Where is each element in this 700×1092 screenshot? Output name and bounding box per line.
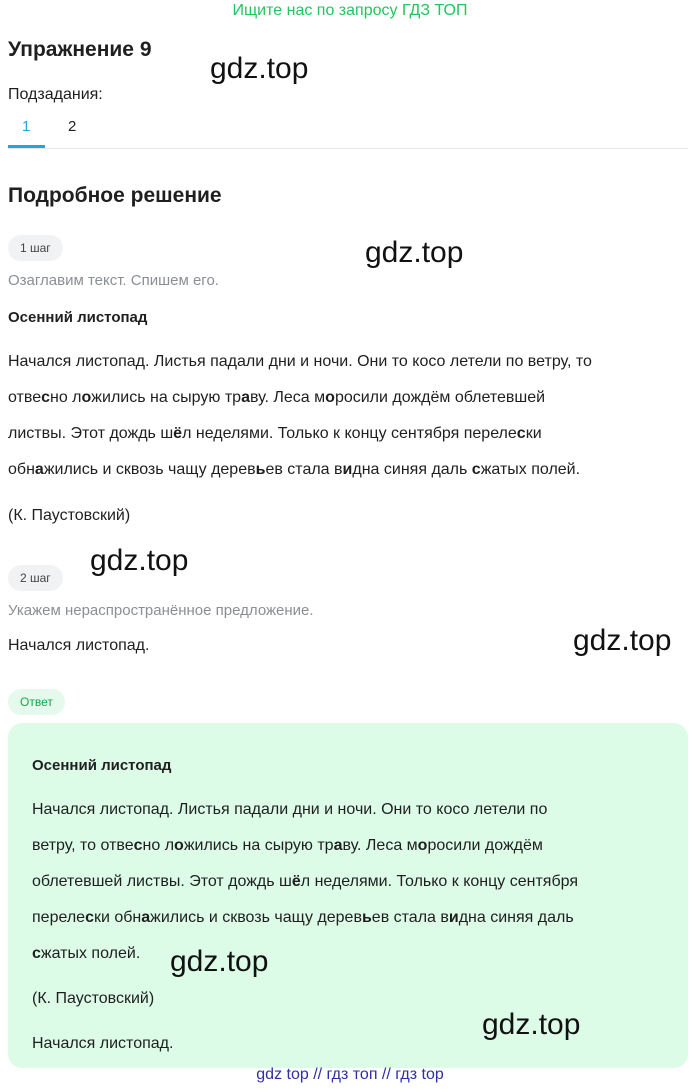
text-segment: росили дождём — [427, 837, 543, 854]
highlighted-letter: а — [34, 461, 44, 478]
text-line — [32, 792, 672, 828]
text-segment: ки обн — [93, 909, 142, 926]
highlighted-letter: с — [516, 425, 526, 442]
highlighted-letter: и — [342, 461, 353, 478]
highlighted-letter: а — [333, 837, 343, 854]
highlighted-letter: а — [141, 909, 151, 926]
step-1-text — [8, 344, 692, 488]
text-segment: жились на сырую тр — [91, 389, 242, 406]
text-segment: Начался листопад. Листья падали дни и ночи. Они то косо летели по ветру, то — [8, 353, 592, 370]
text-segment: отве — [8, 389, 42, 406]
highlighted-letter: с — [32, 945, 41, 962]
text-segment: ев стала в — [371, 909, 449, 926]
step-1-author: (К. Паустовский) — [8, 507, 131, 524]
section-title: Подробное решение — [8, 184, 222, 207]
text-segment: ветру, то отве — [32, 837, 134, 854]
text-segment: л неделями. Только к концу сентября — [300, 873, 578, 890]
text-line — [8, 380, 692, 416]
text-segment: переле — [32, 909, 86, 926]
text-segment: дна синяя даль — [352, 461, 472, 478]
footer-text: gdz top // гдз топ // гдз top — [256, 1066, 444, 1083]
text-segment: обн — [8, 461, 35, 478]
answer-box — [8, 723, 688, 1068]
search-banner: Ищите нас по запросу ГДЗ ТОП — [232, 2, 468, 19]
highlighted-letter: о — [81, 389, 92, 406]
watermark: gdz.top — [365, 236, 464, 269]
step-2-sentence: Начался листопад. — [8, 637, 150, 654]
highlighted-letter: с — [471, 461, 481, 478]
text-segment: жились на сырую тр — [183, 837, 334, 854]
watermark: gdz.top — [170, 945, 269, 978]
tab-subtask-1[interactable]: 1 — [22, 118, 31, 135]
page-title: Упражнение 9 — [8, 38, 152, 61]
highlighted-letter: и — [448, 909, 459, 926]
text-line — [32, 900, 672, 936]
text-segment: жатых полей. — [40, 945, 141, 962]
text-segment: жатых полей. — [480, 461, 581, 478]
highlighted-letter: о — [174, 837, 184, 854]
subtasks-label: Подзадания: — [8, 86, 103, 103]
text-segment: л неделями. Только к концу сентября переле — [182, 425, 517, 442]
highlighted-letter: ь — [361, 909, 372, 926]
answer-text — [32, 792, 672, 972]
answer-badge: Ответ — [8, 689, 65, 715]
text-segment: облетевшей листвы. Этот дождь ш — [32, 873, 292, 890]
active-tab-indicator — [8, 145, 45, 148]
subtask-tabs — [8, 112, 688, 149]
highlighted-letter: а — [241, 389, 250, 406]
text-segment: но л — [50, 389, 82, 406]
text-segment: листвы. Этот дождь ш — [8, 425, 174, 442]
text-segment: жились и сквозь чащу дерев — [43, 461, 256, 478]
highlighted-letter: ь — [255, 461, 266, 478]
text-segment: жились и сквозь чащу дерев — [150, 909, 362, 926]
answer-sentence: Начался листопад. — [32, 1035, 174, 1052]
text-line — [8, 416, 692, 452]
watermark: gdz.top — [482, 1008, 581, 1041]
text-segment: ву. Леса м — [342, 837, 418, 854]
text-segment: росили дождём облетевшей — [334, 389, 546, 406]
step-1-badge: 1 шаг — [8, 235, 63, 261]
tab-subtask-2[interactable]: 2 — [68, 118, 77, 135]
text-segment: Начался листопад. Листья падали дни и ночи. Они то косо летели по — [32, 801, 548, 818]
watermark: gdz.top — [210, 52, 309, 85]
highlighted-letter: о — [325, 389, 335, 406]
text-line — [32, 936, 672, 972]
highlighted-letter: с — [41, 389, 50, 406]
text-segment: ев стала в — [265, 461, 343, 478]
text-line — [32, 828, 672, 864]
text-segment: ву. Леса м — [249, 389, 326, 406]
text-segment: но л — [142, 837, 175, 854]
highlighted-letter: с — [133, 837, 143, 854]
text-line — [8, 344, 692, 380]
watermark: gdz.top — [90, 544, 189, 577]
highlighted-letter: ё — [291, 873, 301, 890]
step-1-hint: Озаглавим текст. Спишем его. — [8, 272, 219, 289]
step-2-hint: Укажем нераспространённое предложение. — [8, 602, 314, 619]
highlighted-letter: о — [417, 837, 428, 854]
text-line — [32, 864, 672, 900]
text-segment: ки — [525, 425, 542, 442]
highlighted-letter: ё — [173, 425, 183, 442]
highlighted-letter: с — [85, 909, 94, 926]
text-segment: дна синяя даль — [458, 909, 574, 926]
answer-author: (К. Паустовский) — [32, 990, 155, 1007]
text-line — [8, 452, 692, 488]
step-2-badge: 2 шаг — [8, 565, 63, 591]
step-1-heading: Осенний листопад — [8, 309, 148, 326]
watermark: gdz.top — [573, 624, 672, 657]
answer-heading: Осенний листопад — [32, 757, 172, 774]
